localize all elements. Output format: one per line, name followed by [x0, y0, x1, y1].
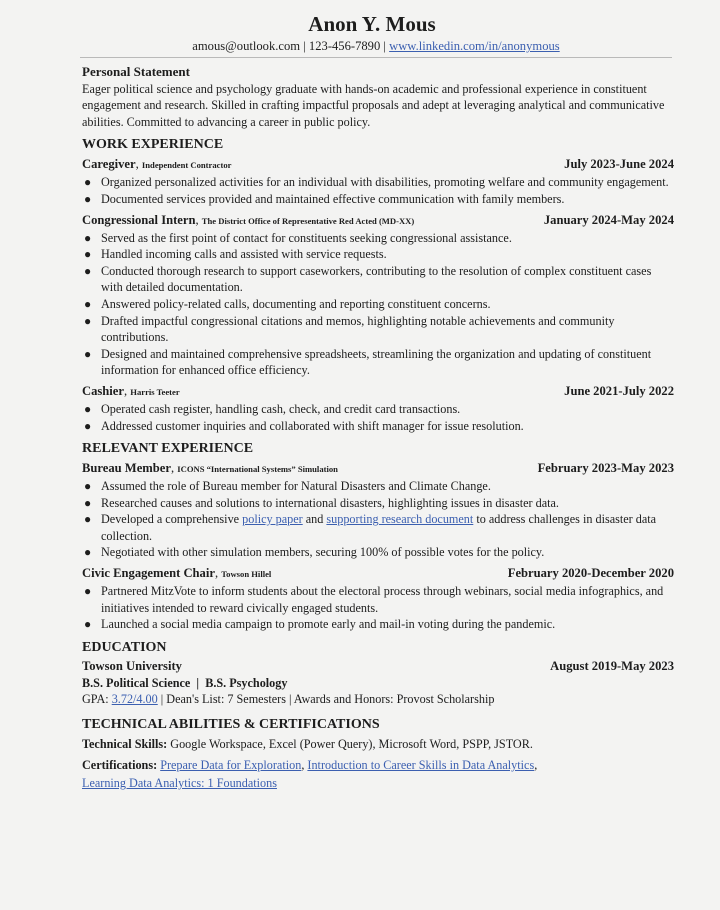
bullet-icon: ●: [84, 401, 92, 416]
bullet-text: Addressed customer inquiries and collaborated with shift manager for issue resolution.: [101, 418, 524, 433]
resume-page: [70, 12, 674, 792]
role-dates: February 2023-May 2023: [537, 461, 674, 476]
bullet-text: Documented services provided and maintained effective communication with family members.: [101, 191, 565, 206]
role-header: Bureau Member, ICONS “International Systems” Simulation February 2023-May 2023: [82, 461, 674, 476]
contact-separator: |: [300, 39, 309, 53]
role-bullets: [70, 174, 674, 207]
bullet-icon: ●: [84, 346, 92, 361]
phone-text: 123-456-7890: [308, 39, 381, 53]
bullet-icon: ●: [84, 175, 92, 190]
bullet-icon: ●: [84, 247, 92, 262]
bullet-icon: ●: [84, 418, 92, 433]
certification-link[interactable]: Prepare Data for Exploration: [160, 758, 302, 773]
list-item: [70, 478, 674, 495]
role-header: Civic Engagement Chair, Towson Hillel February 2020-December 2020: [82, 566, 674, 581]
list-item: [70, 246, 674, 263]
role-dates: February 2020-December 2020: [507, 566, 674, 581]
bullet-icon: ●: [84, 512, 92, 527]
research-document-link[interactable]: supporting research document: [326, 512, 474, 527]
bullet-icon: ●: [84, 495, 92, 510]
list-item: [70, 263, 674, 296]
role-org: Harris Teeter: [130, 386, 180, 397]
bullet-text: Answered policy-related calls, documenting and reporting constituent concerns.: [101, 296, 491, 311]
certification-link[interactable]: Learning Data Analytics: 1 Foundations: [82, 776, 277, 791]
role-dates: June 2021-July 2022: [564, 383, 674, 398]
bullet-icon: ●: [84, 545, 92, 560]
bullet-text: Conducted thorough research to support caseworkers, contributing to the resolution of complex constituent cases with detailed documentation.: [101, 263, 652, 295]
role-dates: July 2023-June 2024: [564, 157, 674, 172]
technical-skills-value: Google Workspace, Excel (Power Query), Microsoft Word, PSPP, JSTOR.: [167, 737, 533, 752]
role-org: The District Office of Representative Red Acted (MD-XX): [201, 215, 415, 226]
list-item: [70, 313, 674, 346]
technical-skills-line: [82, 735, 674, 753]
bureau-bullets: [70, 478, 674, 561]
list-item: [70, 418, 674, 435]
bullet-text: Developed a comprehensive: [101, 512, 243, 527]
bullet-text: Served as the first point of contact for constituents seeking congressional assistance.: [101, 230, 512, 245]
list-item: [70, 174, 674, 191]
role-title: Civic Engagement Chair: [82, 566, 215, 581]
gpa-label: GPA:: [82, 692, 112, 707]
personal-statement-heading: Personal Statement: [82, 64, 190, 79]
relevant-experience-heading: RELEVANT EXPERIENCE: [82, 441, 254, 457]
role-header: Caregiver, Independent Contractor July 2023-June 2024: [82, 157, 674, 172]
bullet-icon: ●: [84, 313, 92, 328]
bullet-icon: ●: [84, 479, 92, 494]
civic-bullets: [70, 583, 674, 633]
education-heading: EDUCATION: [82, 639, 167, 655]
bullet-icon: ●: [84, 617, 92, 632]
role-title: Bureau Member: [82, 461, 171, 476]
bullet-text: Researched causes and solutions to international disasters, highlighting issues in disaster data.: [101, 495, 559, 510]
role-header: Congressional Intern, The District Office of Representative Red Acted (MD-XX) January 2024-May 2024: [82, 212, 674, 227]
education-header: [82, 658, 674, 675]
list-item: [70, 495, 674, 512]
bullet-text: and: [302, 512, 327, 527]
bullet-text: Negotiated with other simulation members, securing 100% of possible votes for the policy.: [101, 545, 545, 560]
gpa-line: [82, 691, 674, 708]
linkedin-link[interactable]: www.linkedin.com/in/anonymous: [389, 39, 560, 53]
skills-heading: TECHNICAL ABILITIES & CERTIFICATIONS: [82, 717, 380, 733]
bullet-text: to address challenges in disaster data collection.: [101, 512, 657, 543]
certifications-label: Certifications:: [82, 758, 158, 773]
certifications-line: [82, 756, 674, 792]
bullet-icon: ●: [84, 584, 92, 599]
personal-statement-body: Eager political science and psychology graduate with hands-on academic and professional experience in constituent engagement and research. Skilled in crafting impactful proposals and adept at leveraging analytical and communicative abilities. Committed to advancing a career in public policy.: [82, 81, 665, 129]
bullet-icon: ●: [84, 296, 92, 311]
bullet-text: Operated cash register, handling cash, check, and credit card transactions.: [101, 401, 461, 416]
list-item: [70, 511, 674, 544]
bullet-text: Drafted impactful congressional citations and memos, highlighting notable achievements and community contributions.: [101, 313, 615, 345]
list-item: [70, 191, 674, 208]
role-title: Cashier: [82, 383, 124, 398]
technical-skills-label: Technical Skills:: [82, 737, 168, 752]
school-name: Towson University: [82, 658, 182, 673]
role-bullets: [70, 401, 674, 434]
role-org: ICONS “International Systems” Simulation: [177, 464, 338, 475]
bullet-text: Assumed the role of Bureau member for Natural Disasters and Climate Change.: [101, 479, 491, 494]
role-org: Independent Contractor: [141, 160, 232, 171]
role-org: Towson Hillel: [221, 569, 272, 580]
bullet-icon: ●: [84, 230, 92, 245]
bullet-text: Organized personalized activities for an individual with disabilities, promoting welfare and community engagement.: [101, 175, 669, 190]
policy-paper-link[interactable]: policy paper: [242, 512, 303, 527]
bullet-text: Designed and maintained comprehensive spreadsheets, streamlining the organization and updating of constituent information for enhanced office efficiency.: [101, 346, 652, 378]
list-item: [70, 616, 674, 633]
role-title: Congressional Intern: [82, 212, 196, 227]
list-item: [70, 296, 674, 313]
list-item: [70, 230, 674, 247]
role-dates: January 2024-May 2024: [543, 212, 674, 227]
bullet-text: Launched a social media campaign to promote early and mail-in voting during the pandemic.: [101, 617, 556, 632]
list-item: [70, 401, 674, 418]
degrees-text: B.S. Political Science | B.S. Psychology: [82, 675, 288, 690]
honors-text: | Dean's List: 7 Semesters | Awards and Honors: Provost Scholarship: [157, 692, 495, 707]
bullet-text: Partnered MitzVote to inform students about the electoral process through webinars, social media infographics, and initiatives intended to reward civically engaged students.: [101, 584, 664, 615]
candidate-name: Anon Y. Mous: [308, 12, 436, 36]
cert-separator: ,: [534, 758, 538, 773]
list-item: [70, 346, 674, 379]
list-item: [70, 583, 674, 616]
certification-link[interactable]: Introduction to Career Skills in Data Analytics: [307, 758, 535, 773]
role-header: Cashier, Harris Teeter June 2021-July 2022: [82, 383, 674, 398]
email-text: amous@outlook.com: [192, 39, 301, 53]
bullet-text: Handled incoming calls and assisted with service requests.: [101, 247, 387, 262]
work-experience-heading: WORK EXPERIENCE: [82, 137, 224, 153]
role-bullets: [70, 230, 674, 379]
bullet-icon: ●: [84, 191, 92, 206]
cert-separator: ,: [301, 758, 308, 773]
bullet-icon: ●: [84, 263, 92, 278]
list-item: [70, 544, 674, 561]
contact-line: [80, 38, 672, 58]
work-experience-list: [70, 156, 674, 434]
contact-separator: |: [380, 39, 390, 53]
role-title: Caregiver: [82, 157, 136, 172]
education-dates: August 2019-May 2023: [550, 658, 674, 673]
gpa-link[interactable]: 3.72/4.00: [111, 692, 158, 707]
